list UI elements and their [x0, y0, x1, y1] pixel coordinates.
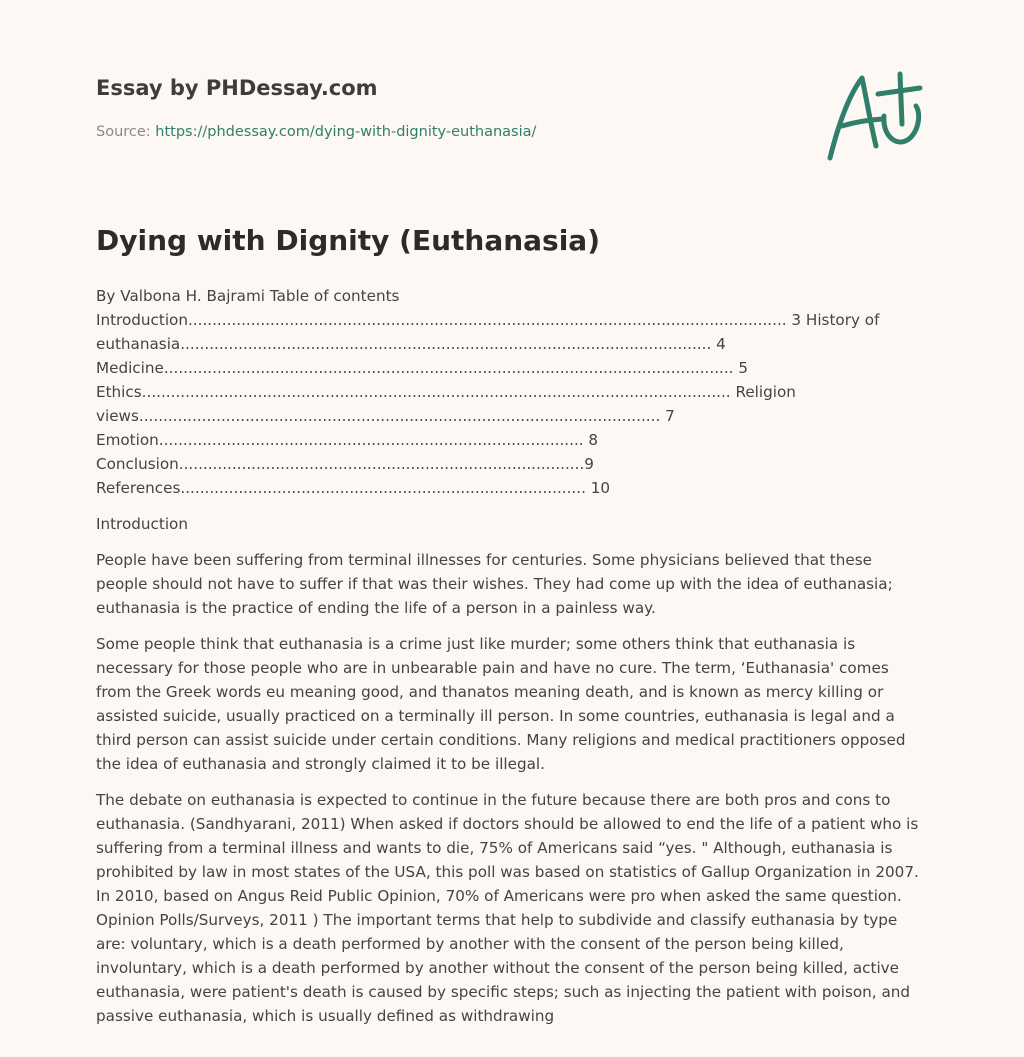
toc-line: euthanasia.............................................................................................................. 4 [96, 335, 726, 353]
toc-line: Conclusion....................................................................................9 [96, 455, 594, 473]
toc-line: By Valbona H. Bajrami Table of contents [96, 287, 400, 305]
paragraph: People have been suffering from terminal illnesses for centuries. Some physicians believed that these people should not have to suffer if that was their wishes. They had come up with the idea of euthanasia; euthanasia is the practice of ending the life of a person in a painless way. [96, 551, 893, 617]
table-of-contents [96, 284, 928, 500]
source-label: Source: [96, 124, 156, 140]
toc-line: Emotion........................................................................................ 8 [96, 431, 599, 449]
paragraph: The debate on euthanasia is expected to continue in the future because there are both pros and cons to euthanasia. (Sandhyarani, 2011) When asked if doctors should be allowed to end the life of a patient who is suffering from a terminal illness and wants to die, 75% of Americans said “yes. " Although, euthanasia is prohibited by law in most states of the USA, this poll was based on statistics of Gallup Organization in 2007. In 2010, based on Angus Reid Public Opinion, 70% of Americans were pro when asked the same question. Opinion Polls/Surveys, 2011 ) The important terms that help to subdivide and classify euthanasia by type are: voluntary, which is a death performed by another with the consent of the person being killed, involuntary, which is a death performed by another without the consent of the person being killed, active euthanasia, were patient's death is caused by specific steps; such as injecting the patient with poison, and passive euthanasia, which is usually defined as withdrawing [96, 791, 919, 1025]
section-heading: Introduction [96, 515, 188, 533]
a-plus-logo-icon [820, 66, 930, 166]
toc-line: views............................................................................................................ 7 [96, 407, 675, 425]
site-brand: Essay by PHDessay.com [96, 76, 378, 100]
toc-line: Introduction............................................................................................................................ 3 History of [96, 311, 880, 329]
essay-body [96, 284, 928, 1028]
toc-line: Ethics.......................................................................................................................... Religion [96, 383, 796, 401]
source-line [96, 124, 536, 140]
page-title: Dying with Dignity (Euthanasia) [96, 224, 600, 257]
source-link[interactable]: https://phdessay.com/dying-with-dignity-euthanasia/ [155, 124, 537, 140]
toc-line: Medicine...................................................................................................................... 5 [96, 359, 749, 377]
paragraph: Some people think that euthanasia is a crime just like murder; some others think that euthanasia is necessary for those people who are in unbearable pain and have no cure. The term, ‘Euthanasia' comes from the Greek words eu meaning good, and thanatos meaning death, and is known as mercy killing or assisted suicide, usually practiced on a terminally ill person. In some countries, euthanasia is legal and a third person can assist suicide under certain conditions. Many religions and medical practitioners opposed the idea of euthanasia and strongly claimed it to be illegal. [96, 635, 906, 773]
toc-line: References.................................................................................... 10 [96, 479, 611, 497]
